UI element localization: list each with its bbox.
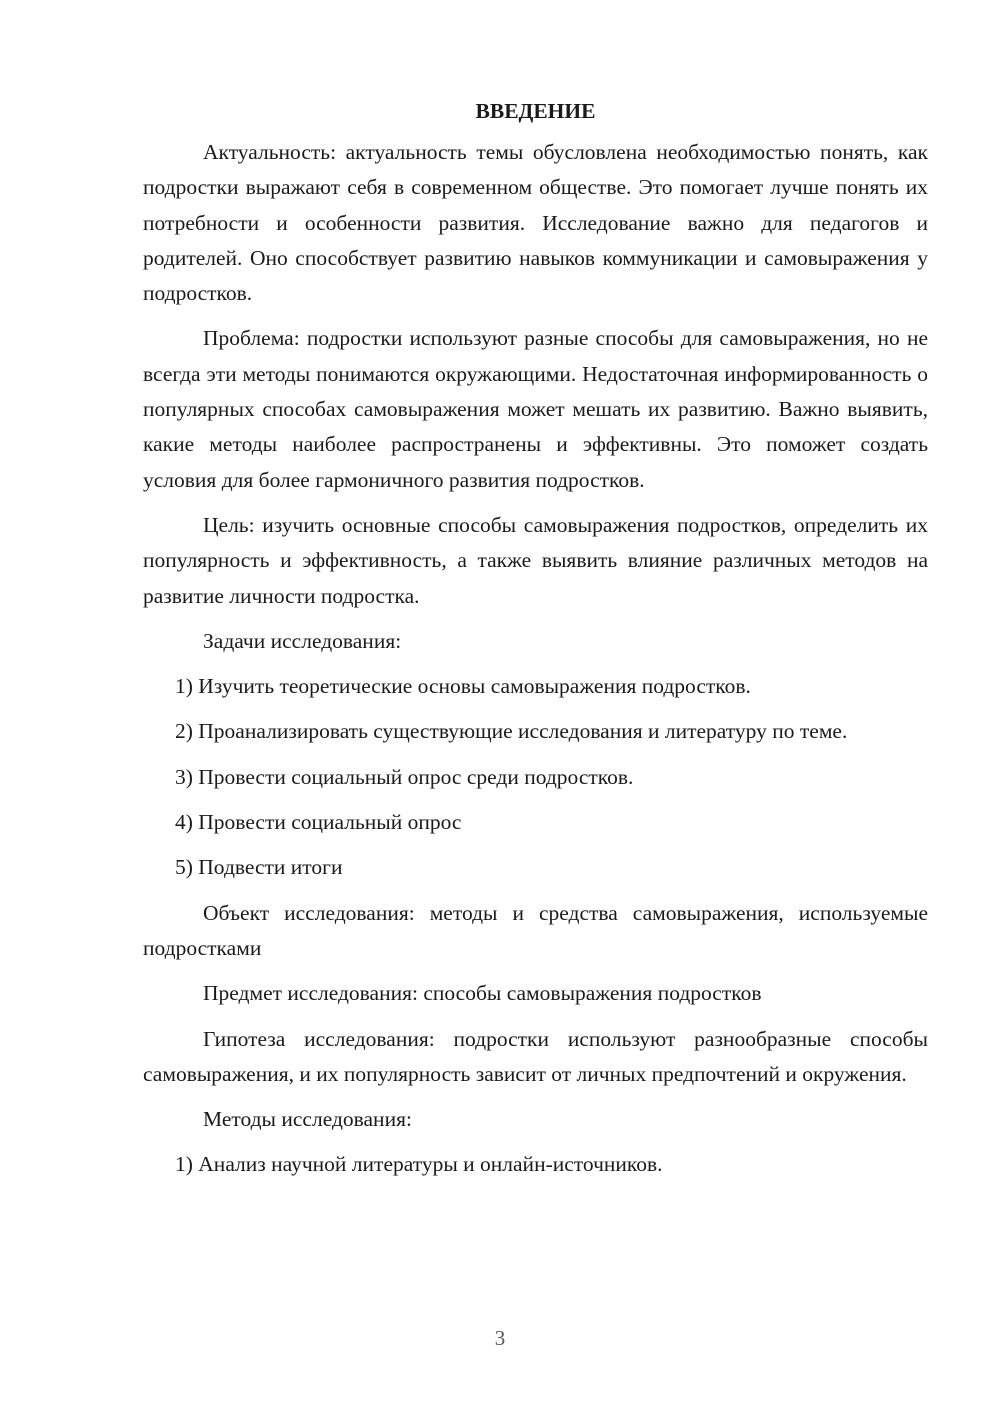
task-item: 3) Провести социальный опрос среди подростков. (175, 764, 634, 789)
methods-heading: Методы исследования: (203, 1107, 412, 1132)
hypothesis-paragraph: Гипотеза исследования: подростки используют разнообразные способы самовыражения, и их популярность зависит от личных предпочтений и окружения. (143, 1026, 928, 1086)
task-item: 2) Проанализировать существующие исследования и литературу по теме. (175, 719, 848, 744)
method-item: 1) Анализ научной литературы и онлайн-источников. (175, 1152, 663, 1177)
subject-paragraph: Предмет исследования: способы самовыражения подростков (203, 981, 762, 1006)
tasks-heading: Задачи исследования: (203, 628, 402, 653)
relevance-paragraph: Актуальность: актуальность темы обусловлена необходимостью понять, как подростки выражают себя в современном обществе. Это помогает лучше понять их потребности и особенности развития. Исследование важно для педагогов и родителей. Оно способствует развитию навыков коммуникации и самовыражения у подростков. (143, 140, 928, 306)
object-paragraph: Объект исследования: методы и средства самовыражения, используемые подростками (143, 900, 928, 960)
section-title: ВВЕДЕНИЕ (475, 99, 596, 123)
task-item: 4) Провести социальный опрос (175, 810, 462, 835)
problem-paragraph: Проблема: подростки используют разные способы для самовыражения, но не всегда эти методы понимаются окружающими. Недостаточная информированность о популярных способах самовыражения может мешать их развитию. Важно выявить, какие методы наиболее распространены и эффективны. Это поможет создать условия для более гармоничного развития подростков. (143, 326, 928, 492)
document-page (143, 96, 928, 1193)
task-item: 5) Подвести итоги (175, 855, 343, 880)
goal-paragraph: Цель: изучить основные способы самовыражения подростков, определить их популярность и эффективность, а также выявить влияние различных методов на развитие личности подростка. (143, 512, 928, 608)
task-item: 1) Изучить теоретические основы самовыражения подростков. (175, 674, 751, 699)
page-number: 3 (494, 1326, 506, 1350)
